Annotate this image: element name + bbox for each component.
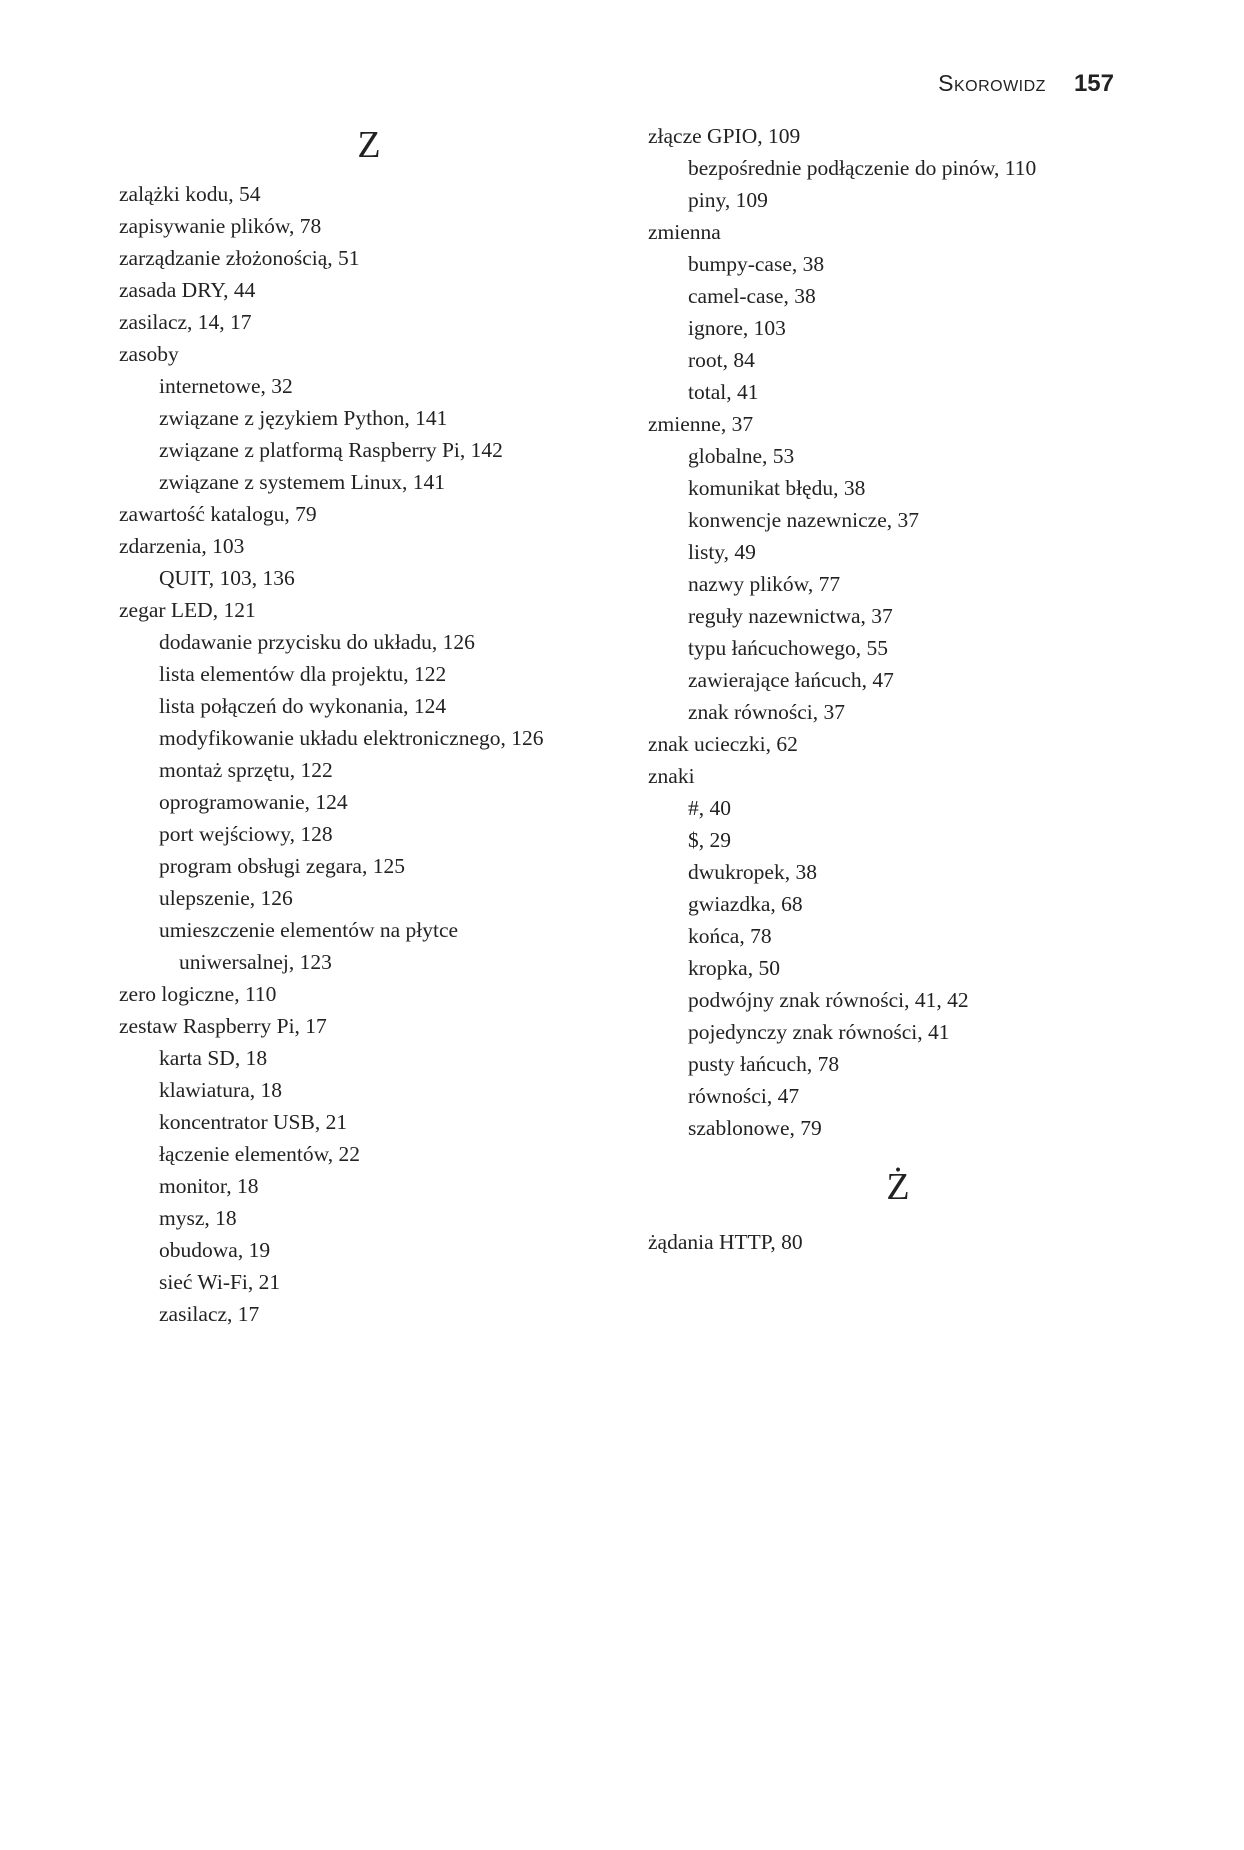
index-subentry: root, 84: [688, 348, 755, 372]
index-subentry: monitor, 18: [159, 1174, 259, 1198]
index-subentry: globalne, 53: [688, 444, 795, 468]
index-entry: znak ucieczki, 62: [648, 732, 798, 756]
index-entry: zapisywanie plików, 78: [119, 214, 322, 238]
index-entry: złącze GPIO, 109: [648, 124, 801, 148]
index-subentry: #, 40: [688, 796, 731, 820]
index-subentry: piny, 109: [688, 188, 768, 212]
index-subentry: montaż sprzętu, 122: [159, 758, 333, 782]
index-entry: zarządzanie złożonością, 51: [119, 246, 360, 270]
index-entry: zmienna: [648, 220, 721, 244]
index-subentry: pojedynczy znak równości, 41: [688, 1020, 950, 1044]
index-subentry: koncentrator USB, 21: [159, 1110, 348, 1134]
index-subentry: port wejściowy, 128: [159, 822, 333, 846]
index-subentry: pusty łańcuch, 78: [688, 1052, 840, 1076]
index-subentry: dodawanie przycisku do układu, 126: [159, 630, 475, 654]
index-entry: zalążki kodu, 54: [119, 182, 261, 206]
index-subentry: łączenie elementów, 22: [159, 1142, 360, 1166]
running-header: [938, 70, 1114, 98]
index-subentry: bumpy-case, 38: [688, 252, 825, 276]
index-subentry: total, 41: [688, 380, 759, 404]
index-subentry: związane z platformą Raspberry Pi, 142: [159, 438, 503, 462]
index-subentry: końca, 78: [688, 924, 772, 948]
index-entry: zegar LED, 121: [119, 598, 256, 622]
index-subentry: komunikat błędu, 38: [688, 476, 866, 500]
index-subentry: $, 29: [688, 828, 731, 852]
index-entry: zasada DRY, 44: [119, 278, 256, 302]
index-column-left: [119, 120, 619, 1330]
index-letter-heading: Ż: [886, 1166, 910, 1208]
index-subentry: sieć Wi-Fi, 21: [159, 1270, 281, 1294]
index-subentry: znak równości, 37: [688, 700, 846, 724]
index-subentry: klawiatura, 18: [159, 1078, 282, 1102]
index-subentry: dwukropek, 38: [688, 860, 817, 884]
index-entry: żądania HTTP, 80: [648, 1230, 803, 1254]
index-subentry: kropka, 50: [688, 956, 780, 980]
section-title: Skorowidz: [938, 70, 1046, 96]
index-subentry: zasilacz, 17: [159, 1302, 260, 1326]
index-subentry: konwencje nazewnicze, 37: [688, 508, 920, 532]
index-entry: znaki: [648, 764, 695, 788]
index-subentry: związane z językiem Python, 141: [159, 406, 448, 430]
index-subentry: lista połączeń do wykonania, 124: [159, 694, 447, 718]
index-subentry: mysz, 18: [159, 1206, 237, 1230]
index-subentry: nazwy plików, 77: [688, 572, 841, 596]
index-subentry: uniwersalnej, 123: [179, 950, 332, 974]
index-subentry: gwiazdka, 68: [688, 892, 803, 916]
index-entry: zasoby: [119, 342, 179, 366]
index-subentry: umieszczenie elementów na płytce: [159, 918, 459, 942]
index-subentry: karta SD, 18: [159, 1046, 268, 1070]
index-subentry: oprogramowanie, 124: [159, 790, 348, 814]
page-number: 157: [1073, 70, 1114, 97]
index-subentry: bezpośrednie podłączenie do pinów, 110: [688, 156, 1037, 180]
index-subentry: QUIT, 103, 136: [159, 566, 295, 590]
index-entry: zmienne, 37: [648, 412, 754, 436]
index-subentry: równości, 47: [688, 1084, 800, 1108]
index-subentry: program obsługi zegara, 125: [159, 854, 405, 878]
index-subentry: typu łańcuchowego, 55: [688, 636, 889, 660]
index-column-right: [648, 120, 1148, 1258]
index-entry: zdarzenia, 103: [119, 534, 245, 558]
index-entry: zasilacz, 14, 17: [119, 310, 252, 334]
index-subentry: lista elementów dla projektu, 122: [159, 662, 447, 686]
index-entry: zawartość katalogu, 79: [119, 502, 317, 526]
index-entry: zero logiczne, 110: [119, 982, 277, 1006]
index-subentry: obudowa, 19: [159, 1238, 271, 1262]
index-subentry: ulepszenie, 126: [159, 886, 293, 910]
index-subentry: ignore, 103: [688, 316, 786, 340]
index-subentry: zawierające łańcuch, 47: [688, 668, 894, 692]
index-entry: zestaw Raspberry Pi, 17: [119, 1014, 327, 1038]
index-subentry: podwójny znak równości, 41, 42: [688, 988, 969, 1012]
index-subentry: camel-case, 38: [688, 284, 816, 308]
index-subentry: szablonowe, 79: [688, 1116, 822, 1140]
index-subentry: listy, 49: [688, 540, 756, 564]
index-subentry: modyfikowanie układu elektronicznego, 126: [159, 726, 544, 750]
index-subentry: związane z systemem Linux, 141: [159, 470, 445, 494]
index-subentry: internetowe, 32: [159, 374, 293, 398]
index-letter-heading: Z: [357, 124, 381, 166]
index-subentry: reguły nazewnictwa, 37: [688, 604, 893, 628]
